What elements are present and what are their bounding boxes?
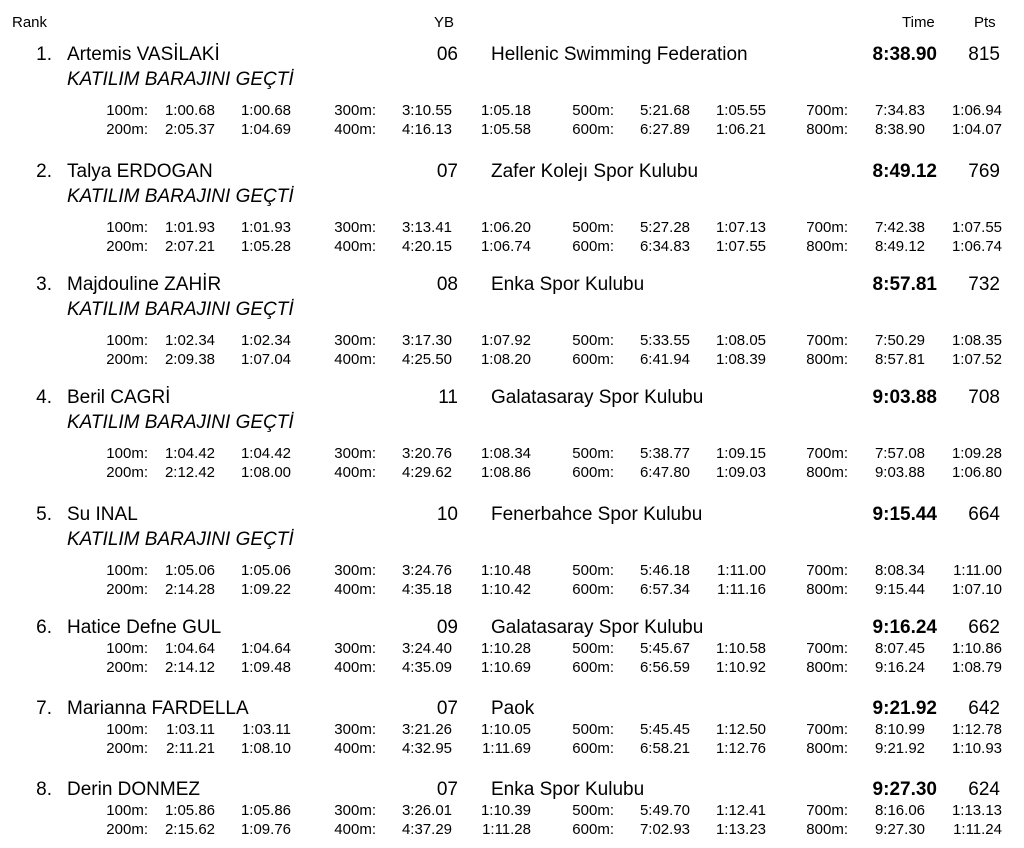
split-distance: 600m: [572, 464, 614, 481]
split-cumulative-time: 8:49.12 [874, 238, 925, 255]
split-distance: 800m: [806, 821, 848, 838]
split-distance: 700m: [806, 802, 848, 819]
split-distance: 400m: [334, 351, 376, 368]
split-cumulative-time: 2:07.21 [164, 238, 215, 255]
split-lap-time: 1:06.74 [951, 238, 1002, 255]
athlete-name: Beril CAGRİ [67, 387, 171, 408]
split-distance: 400m: [334, 121, 376, 138]
split-distance: 400m: [334, 238, 376, 255]
split-distance: 200m: [106, 351, 148, 368]
split-distance: 100m: [106, 219, 148, 236]
split-cumulative-time: 6:47.80 [639, 464, 690, 481]
split-distance: 100m: [106, 445, 148, 462]
split-cumulative-time: 7:57.08 [874, 445, 925, 462]
split-distance: 700m: [806, 102, 848, 119]
split-lap-time: 1:12.41 [715, 802, 766, 819]
header-rank: Rank [12, 14, 48, 31]
split-cumulative-time: 2:05.37 [164, 121, 215, 138]
split-lap-time: 1:05.55 [715, 102, 766, 119]
split-cumulative-time: 1:03.11 [166, 721, 215, 738]
split-lap-time: 1:05.58 [480, 121, 531, 138]
split-cumulative-time: 2:09.38 [164, 351, 215, 368]
athlete-name: Su INAL [67, 504, 138, 525]
split-cumulative-time: 3:24.76 [401, 562, 452, 579]
split-cumulative-time: 6:58.21 [639, 740, 690, 757]
split-distance: 600m: [572, 659, 614, 676]
split-lap-time: 1:08.20 [480, 351, 531, 368]
split-lap-time: 1:08.00 [240, 464, 291, 481]
split-cumulative-time: 1:04.64 [164, 640, 215, 657]
split-lap-time: 1:11.24 [953, 821, 1002, 838]
final-time: 9:27.30 [872, 779, 937, 800]
split-distance: 300m: [334, 721, 376, 738]
split-distance: 700m: [806, 640, 848, 657]
split-lap-time: 1:12.76 [715, 740, 766, 757]
split-cumulative-time: 6:41.94 [639, 351, 690, 368]
final-time: 8:57.81 [872, 274, 937, 295]
split-distance: 600m: [572, 821, 614, 838]
split-cumulative-time: 4:16.13 [401, 121, 452, 138]
split-distance: 800m: [806, 659, 848, 676]
split-cumulative-time: 4:20.15 [401, 238, 452, 255]
split-cumulative-time: 6:27.89 [639, 121, 690, 138]
split-distance: 100m: [106, 102, 148, 119]
split-distance: 400m: [334, 821, 376, 838]
birth-year: 11 [438, 387, 458, 408]
split-lap-time: 1:10.69 [480, 659, 531, 676]
split-lap-time: 1:12.50 [715, 721, 766, 738]
points: 769 [968, 161, 1000, 182]
split-lap-time: 1:04.07 [951, 121, 1002, 138]
split-lap-time: 1:07.04 [240, 351, 291, 368]
qualification-status: KATILIM BARAJINI GEÇTİ [67, 186, 294, 207]
split-cumulative-time: 5:45.45 [639, 721, 690, 738]
athlete-name: Hatice Defne GUL [67, 617, 222, 638]
split-lap-time: 1:13.23 [715, 821, 766, 838]
split-distance: 500m: [572, 640, 614, 657]
final-time: 9:21.92 [872, 698, 937, 719]
split-lap-time: 1:11.00 [953, 562, 1002, 579]
split-lap-time: 1:06.20 [480, 219, 531, 236]
birth-year: 06 [436, 44, 458, 65]
header-yb: YB [434, 14, 455, 31]
split-distance: 300m: [334, 562, 376, 579]
split-lap-time: 1:09.03 [715, 464, 766, 481]
qualification-status: KATILIM BARAJINI GEÇTİ [67, 69, 294, 90]
split-cumulative-time: 5:21.68 [639, 102, 690, 119]
split-distance: 600m: [572, 121, 614, 138]
final-time: 8:49.12 [872, 161, 937, 182]
athlete-name: Majdouline ZAHİR [67, 274, 222, 295]
club-name: Zafer Kolejı Spor Kulubu [491, 161, 699, 182]
split-distance: 800m: [806, 351, 848, 368]
split-lap-time: 1:12.78 [951, 721, 1002, 738]
split-lap-time: 1:11.69 [482, 740, 531, 757]
split-distance: 200m: [106, 659, 148, 676]
split-cumulative-time: 7:34.83 [874, 102, 925, 119]
split-cumulative-time: 9:15.44 [874, 581, 925, 598]
birth-year: 10 [436, 504, 458, 525]
split-distance: 700m: [806, 562, 848, 579]
split-lap-time: 1:06.21 [715, 121, 766, 138]
split-cumulative-time: 7:02.93 [639, 821, 690, 838]
split-cumulative-time: 4:25.50 [401, 351, 452, 368]
split-cumulative-time: 6:56.59 [639, 659, 690, 676]
points: 815 [968, 44, 1000, 65]
points: 662 [968, 617, 1000, 638]
split-lap-time: 1:05.18 [480, 102, 531, 119]
split-lap-time: 1:04.64 [240, 640, 291, 657]
rank: 4. [36, 387, 52, 408]
split-lap-time: 1:06.74 [480, 238, 531, 255]
split-distance: 400m: [334, 659, 376, 676]
split-distance: 300m: [334, 219, 376, 236]
split-cumulative-time: 5:46.18 [639, 562, 690, 579]
split-lap-time: 1:11.00 [717, 562, 766, 579]
split-lap-time: 1:00.68 [240, 102, 291, 119]
final-time: 9:16.24 [872, 617, 937, 638]
split-lap-time: 1:05.28 [240, 238, 291, 255]
split-cumulative-time: 2:11.21 [166, 740, 215, 757]
points: 624 [968, 779, 1000, 800]
club-name: Galatasaray Spor Kulubu [491, 387, 704, 408]
birth-year: 07 [436, 779, 458, 800]
rank: 8. [36, 779, 52, 800]
split-lap-time: 1:03.11 [242, 721, 291, 738]
points: 732 [968, 274, 1000, 295]
split-cumulative-time: 1:01.93 [164, 219, 215, 236]
birth-year: 07 [436, 161, 458, 182]
split-lap-time: 1:08.34 [480, 445, 531, 462]
club-name: Enka Spor Kulubu [491, 779, 645, 800]
split-distance: 700m: [806, 445, 848, 462]
header-time: Time [902, 14, 935, 31]
split-cumulative-time: 9:03.88 [874, 464, 925, 481]
split-distance: 600m: [572, 740, 614, 757]
split-cumulative-time: 5:45.67 [639, 640, 690, 657]
split-cumulative-time: 4:35.18 [401, 581, 452, 598]
split-cumulative-time: 3:26.01 [401, 802, 452, 819]
split-lap-time: 1:09.48 [240, 659, 291, 676]
split-cumulative-time: 2:14.28 [164, 581, 215, 598]
split-distance: 200m: [106, 464, 148, 481]
rank: 2. [36, 161, 52, 182]
club-name: Fenerbahce Spor Kulubu [491, 504, 703, 525]
split-distance: 300m: [334, 640, 376, 657]
club-name: Paok [491, 698, 535, 719]
athlete-name: Marianna FARDELLA [67, 698, 249, 719]
split-distance: 400m: [334, 464, 376, 481]
split-cumulative-time: 6:34.83 [639, 238, 690, 255]
split-cumulative-time: 7:42.38 [874, 219, 925, 236]
split-lap-time: 1:07.52 [951, 351, 1002, 368]
split-distance: 100m: [106, 332, 148, 349]
header-pts: Pts [974, 14, 996, 31]
split-lap-time: 1:04.42 [240, 445, 291, 462]
split-distance: 300m: [334, 445, 376, 462]
split-cumulative-time: 8:07.45 [874, 640, 925, 657]
split-distance: 500m: [572, 721, 614, 738]
split-lap-time: 1:10.05 [480, 721, 531, 738]
points: 708 [968, 387, 1000, 408]
qualification-status: KATILIM BARAJINI GEÇTİ [67, 529, 294, 550]
split-lap-time: 1:10.39 [480, 802, 531, 819]
split-lap-time: 1:10.48 [480, 562, 531, 579]
split-lap-time: 1:08.05 [715, 332, 766, 349]
split-cumulative-time: 3:24.40 [401, 640, 452, 657]
split-lap-time: 1:04.69 [240, 121, 291, 138]
split-lap-time: 1:10.86 [951, 640, 1002, 657]
split-distance: 300m: [334, 802, 376, 819]
split-cumulative-time: 1:05.06 [164, 562, 215, 579]
split-cumulative-time: 4:35.09 [401, 659, 452, 676]
rank: 7. [36, 698, 52, 719]
split-distance: 200m: [106, 238, 148, 255]
final-time: 9:03.88 [872, 387, 937, 408]
club-name: Galatasaray Spor Kulubu [491, 617, 704, 638]
split-cumulative-time: 8:16.06 [874, 802, 925, 819]
split-cumulative-time: 4:37.29 [401, 821, 452, 838]
split-distance: 500m: [572, 332, 614, 349]
split-distance: 500m: [572, 562, 614, 579]
split-distance: 800m: [806, 740, 848, 757]
split-distance: 100m: [106, 640, 148, 657]
qualification-status: KATILIM BARAJINI GEÇTİ [67, 299, 294, 320]
split-distance: 600m: [572, 581, 614, 598]
split-lap-time: 1:09.15 [715, 445, 766, 462]
split-cumulative-time: 2:14.12 [164, 659, 215, 676]
split-cumulative-time: 2:12.42 [164, 464, 215, 481]
split-lap-time: 1:09.76 [240, 821, 291, 838]
club-name: Enka Spor Kulubu [491, 274, 645, 295]
rank: 1. [36, 44, 52, 65]
split-distance: 600m: [572, 238, 614, 255]
split-cumulative-time: 1:02.34 [164, 332, 215, 349]
split-distance: 200m: [106, 740, 148, 757]
birth-year: 08 [436, 274, 458, 295]
split-cumulative-time: 8:57.81 [874, 351, 925, 368]
split-cumulative-time: 6:57.34 [639, 581, 690, 598]
split-cumulative-time: 3:17.30 [401, 332, 452, 349]
birth-year: 07 [436, 698, 458, 719]
split-lap-time: 1:08.10 [240, 740, 291, 757]
split-lap-time: 1:05.86 [240, 802, 291, 819]
split-lap-time: 1:06.94 [951, 102, 1002, 119]
rank: 5. [36, 504, 52, 525]
split-cumulative-time: 8:08.34 [874, 562, 925, 579]
split-lap-time: 1:06.80 [951, 464, 1002, 481]
split-cumulative-time: 4:29.62 [401, 464, 452, 481]
split-lap-time: 1:07.55 [951, 219, 1002, 236]
final-time: 9:15.44 [872, 504, 937, 525]
split-cumulative-time: 3:10.55 [401, 102, 452, 119]
split-lap-time: 1:07.55 [715, 238, 766, 255]
split-lap-time: 1:13.13 [951, 802, 1002, 819]
split-distance: 100m: [106, 562, 148, 579]
qualification-status: KATILIM BARAJINI GEÇTİ [67, 412, 294, 433]
club-name: Hellenic Swimming Federation [491, 44, 748, 65]
split-cumulative-time: 5:33.55 [639, 332, 690, 349]
split-distance: 300m: [334, 102, 376, 119]
split-distance: 600m: [572, 351, 614, 368]
split-distance: 800m: [806, 238, 848, 255]
split-lap-time: 1:08.39 [715, 351, 766, 368]
split-lap-time: 1:08.86 [480, 464, 531, 481]
split-distance: 700m: [806, 721, 848, 738]
split-cumulative-time: 1:05.86 [164, 802, 215, 819]
split-cumulative-time: 5:49.70 [639, 802, 690, 819]
split-distance: 800m: [806, 581, 848, 598]
rank: 6. [36, 617, 52, 638]
split-distance: 500m: [572, 802, 614, 819]
split-cumulative-time: 9:27.30 [874, 821, 925, 838]
split-distance: 200m: [106, 121, 148, 138]
split-distance: 500m: [572, 102, 614, 119]
split-cumulative-time: 4:32.95 [401, 740, 452, 757]
split-cumulative-time: 1:04.42 [164, 445, 215, 462]
split-distance: 500m: [572, 445, 614, 462]
points: 664 [968, 504, 1000, 525]
split-cumulative-time: 3:21.26 [401, 721, 452, 738]
split-lap-time: 1:09.22 [240, 581, 291, 598]
split-distance: 800m: [806, 121, 848, 138]
final-time: 8:38.90 [872, 44, 937, 65]
split-lap-time: 1:07.13 [715, 219, 766, 236]
split-lap-time: 1:08.79 [951, 659, 1002, 676]
split-lap-time: 1:10.42 [480, 581, 531, 598]
split-lap-time: 1:10.92 [715, 659, 766, 676]
split-cumulative-time: 3:13.41 [401, 219, 452, 236]
athlete-name: Artemis VASİLAKİ [67, 44, 220, 65]
split-distance: 200m: [106, 821, 148, 838]
split-lap-time: 1:11.28 [482, 821, 531, 838]
split-cumulative-time: 5:27.28 [639, 219, 690, 236]
split-distance: 200m: [106, 581, 148, 598]
split-cumulative-time: 9:16.24 [874, 659, 925, 676]
split-distance: 400m: [334, 581, 376, 598]
split-cumulative-time: 5:38.77 [639, 445, 690, 462]
split-cumulative-time: 3:20.76 [401, 445, 452, 462]
birth-year: 09 [436, 617, 458, 638]
split-distance: 300m: [334, 332, 376, 349]
split-lap-time: 1:11.16 [717, 581, 766, 598]
split-distance: 100m: [106, 721, 148, 738]
split-distance: 800m: [806, 464, 848, 481]
athlete-name: Derin DONMEZ [67, 779, 201, 800]
split-distance: 400m: [334, 740, 376, 757]
split-cumulative-time: 8:10.99 [874, 721, 925, 738]
split-distance: 700m: [806, 332, 848, 349]
split-lap-time: 1:01.93 [240, 219, 291, 236]
athlete-name: Talya ERDOGAN [67, 161, 213, 182]
split-lap-time: 1:10.58 [715, 640, 766, 657]
split-cumulative-time: 1:00.68 [164, 102, 215, 119]
split-lap-time: 1:09.28 [951, 445, 1002, 462]
split-lap-time: 1:08.35 [951, 332, 1002, 349]
split-lap-time: 1:10.28 [480, 640, 531, 657]
rank: 3. [36, 274, 52, 295]
points: 642 [968, 698, 1000, 719]
split-distance: 500m: [572, 219, 614, 236]
split-lap-time: 1:07.10 [951, 581, 1002, 598]
split-cumulative-time: 2:15.62 [164, 821, 215, 838]
split-distance: 100m: [106, 802, 148, 819]
split-lap-time: 1:07.92 [480, 332, 531, 349]
split-lap-time: 1:02.34 [240, 332, 291, 349]
split-distance: 700m: [806, 219, 848, 236]
split-lap-time: 1:10.93 [951, 740, 1002, 757]
split-cumulative-time: 9:21.92 [874, 740, 925, 757]
split-lap-time: 1:05.06 [240, 562, 291, 579]
split-cumulative-time: 7:50.29 [874, 332, 925, 349]
split-cumulative-time: 8:38.90 [874, 121, 925, 138]
